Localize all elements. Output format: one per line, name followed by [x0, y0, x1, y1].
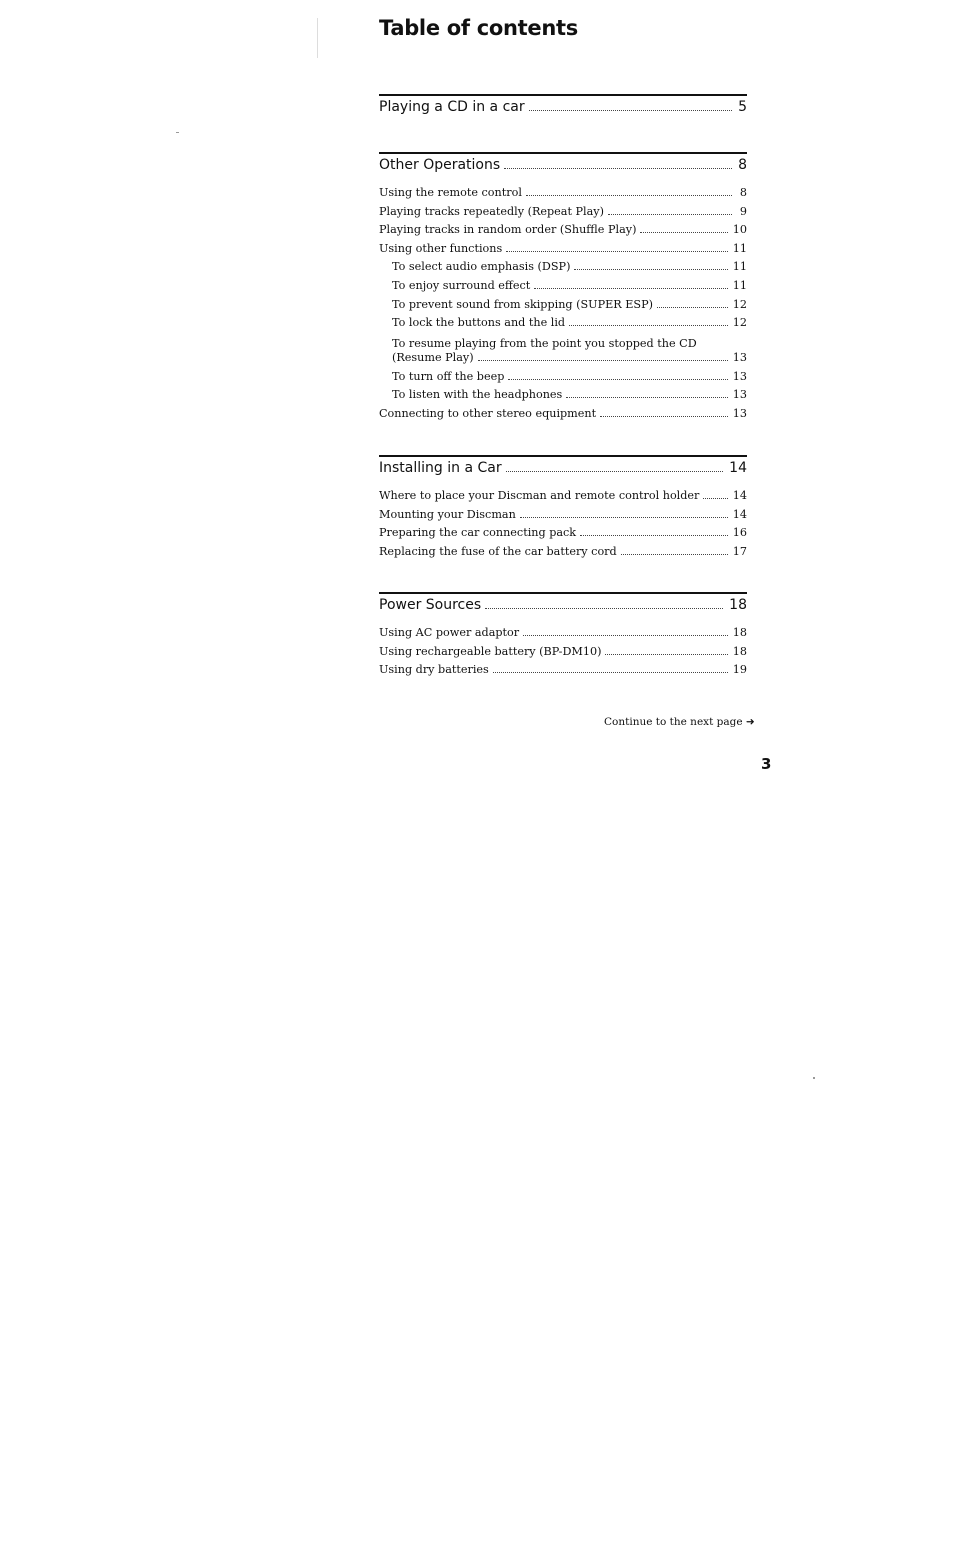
entry-list	[379, 487, 747, 561]
dot-leader	[493, 672, 728, 673]
entry-page: 10	[732, 223, 747, 237]
section-divider	[379, 94, 747, 96]
arrow-right-icon: ➜	[745, 716, 755, 728]
toc-entry[interactable]	[379, 643, 747, 662]
dot-leader	[703, 498, 727, 499]
entry-text: To prevent sound from skipping (SUPER ESP)	[392, 297, 653, 311]
scan-speck	[317, 18, 318, 58]
entry-page: 13	[732, 369, 747, 383]
entry-page: 16	[732, 526, 747, 540]
continue-next-page[interactable]	[604, 716, 755, 728]
section-page: 14	[729, 460, 747, 476]
entry-text: Replacing the fuse of the car battery cord	[379, 544, 617, 558]
entry-page: 9	[739, 204, 747, 218]
dot-leader	[534, 288, 728, 289]
dot-leader	[529, 110, 732, 111]
dot-leader	[506, 471, 724, 472]
entry-text: Playing tracks in random order (Shuffle Play)	[379, 223, 637, 237]
dot-leader	[569, 325, 728, 326]
entry-text: Using other functions	[379, 241, 503, 255]
entry-text: Using rechargeable battery (BP-DM10)	[379, 644, 602, 658]
dot-leader	[526, 195, 732, 196]
toc-entry[interactable]	[379, 240, 747, 259]
dot-leader	[657, 307, 728, 308]
toc-entry[interactable]	[379, 184, 747, 203]
toc-subentry[interactable]	[379, 333, 747, 368]
scan-speck	[813, 1077, 815, 1079]
toc-entry[interactable]	[379, 221, 747, 240]
entry-page: 12	[732, 316, 747, 330]
dot-leader	[478, 360, 728, 361]
section-heading-row[interactable]	[379, 97, 747, 117]
dot-leader	[621, 554, 728, 555]
dot-leader	[574, 269, 727, 270]
entry-page: 11	[732, 241, 747, 255]
entry-text: To select audio emphasis (DSP)	[392, 260, 571, 274]
entry-page: 11	[732, 278, 747, 292]
entry-text: Where to place your Discman and remote control holder	[379, 489, 700, 502]
toc-subentry[interactable]	[379, 314, 747, 333]
entry-text: To lock the buttons and the lid	[392, 316, 566, 330]
page-number: 3	[761, 755, 772, 773]
entry-text: To turn off the beep	[392, 369, 505, 383]
toc-entry[interactable]	[379, 543, 747, 562]
section-divider	[379, 455, 747, 457]
toc-entry[interactable]	[379, 487, 747, 506]
toc-entry[interactable]	[379, 203, 747, 222]
toc-section-installing	[379, 455, 747, 561]
entry-list	[379, 184, 747, 424]
dot-leader	[566, 397, 727, 398]
dot-leader	[605, 654, 727, 655]
toc-subentry[interactable]	[379, 386, 747, 405]
section-divider	[379, 592, 747, 594]
toc-subentry[interactable]	[379, 296, 747, 315]
entry-page: 18	[732, 644, 747, 658]
entry-page: 11	[732, 260, 747, 274]
section-heading: Other Operations	[379, 157, 501, 173]
entry-text: Using AC power adaptor	[379, 626, 520, 639]
toc-entry[interactable]	[379, 661, 747, 680]
dot-leader	[640, 232, 727, 233]
entry-page: 13	[732, 388, 747, 402]
toc-entry[interactable]	[379, 524, 747, 543]
section-page: 5	[738, 99, 747, 115]
section-heading: Playing a CD in a car	[379, 99, 525, 115]
scan-speck	[176, 132, 179, 133]
entry-text: Preparing the car connecting pack	[379, 526, 577, 540]
section-page: 8	[738, 157, 747, 173]
entry-text-continued: (Resume Play)	[392, 350, 474, 364]
dot-leader	[523, 635, 728, 636]
section-page: 18	[729, 597, 747, 613]
entry-text: To listen with the headphones	[392, 388, 563, 402]
entry-text: Using the remote control	[379, 186, 522, 199]
entry-page: 17	[732, 544, 747, 558]
entry-list	[379, 624, 747, 680]
entry-page: 14	[732, 489, 747, 502]
entry-page: 14	[732, 507, 747, 521]
entry-page: 19	[732, 663, 747, 677]
toc-entry[interactable]	[379, 624, 747, 643]
section-heading-row[interactable]	[379, 595, 747, 615]
section-heading-row[interactable]	[379, 155, 747, 175]
entry-text: To enjoy surround effect	[392, 278, 531, 292]
entry-text: Playing tracks repeatedly (Repeat Play)	[379, 204, 604, 218]
entry-text: To resume playing from the point you stopped the CD	[392, 336, 697, 350]
dot-leader	[608, 214, 732, 215]
entry-page: 13	[732, 406, 747, 420]
dot-leader	[485, 608, 723, 609]
dot-leader	[504, 168, 732, 169]
toc-subentry[interactable]	[379, 368, 747, 387]
page-title: Table of contents	[379, 16, 578, 40]
entry-page: 12	[732, 297, 747, 311]
entry-text: Mounting your Discman	[379, 507, 516, 521]
entry-text: Connecting to other stereo equipment	[379, 406, 597, 420]
section-heading: Power Sources	[379, 597, 482, 613]
dot-leader	[580, 535, 728, 536]
entry-page: 13	[732, 350, 747, 364]
entry-text: Using dry batteries	[379, 663, 489, 677]
toc-entry[interactable]	[379, 506, 747, 525]
entry-page: 18	[732, 626, 747, 639]
toc-subentry[interactable]	[379, 277, 747, 296]
toc-section-other-operations	[379, 152, 747, 424]
section-heading: Installing in a Car	[379, 460, 502, 476]
dot-leader	[520, 517, 728, 518]
toc-section-playing-cd	[379, 94, 747, 117]
toc-entry[interactable]	[379, 405, 747, 424]
toc-subentry[interactable]	[379, 258, 747, 277]
section-divider	[379, 152, 747, 154]
toc-section-power-sources	[379, 592, 747, 680]
entry-page: 8	[739, 186, 747, 199]
dot-leader	[508, 379, 727, 380]
dot-leader	[506, 251, 728, 252]
dot-leader	[600, 416, 728, 417]
continue-text: Continue to the next page	[604, 716, 743, 728]
section-heading-row[interactable]	[379, 458, 747, 478]
